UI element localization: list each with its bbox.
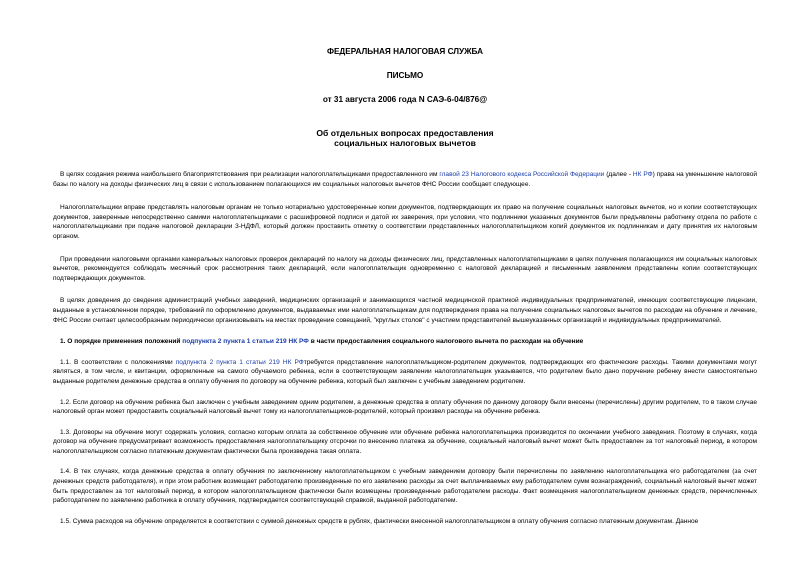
section-1-title-b: в части предоставления социального налогового вычета по расходам на обучение bbox=[308, 338, 584, 346]
subject-line-1: Об отдельных вопросах предоставления bbox=[316, 128, 494, 138]
paragraph-meetings: В целях доведения до сведения администраций учебных заведений, медицинских организаций и занимающихся частной медицинской практикой индивидуальных предпринимателей, имеющих соответствующие лицензии, выданные в установленном порядке, требований по оформлению документов, выдаваемых ими налогоплательщикам для подтверждения права на получение социальных налоговых вычетов по расходам на обучение и лечение, ФНС России считает целесообразным периодически организовывать на местах проведение совещаний, "круглых столов" с участием представителей вышеуказанных организаций и индивидуальных предпринимателей. bbox=[53, 297, 757, 324]
paragraph-1-1 bbox=[53, 358, 757, 387]
paragraph-intro bbox=[53, 170, 757, 189]
intro-text-b: (далее - bbox=[604, 171, 633, 178]
paragraph-1-2: 1.2. Если договор на обучение ребенка был заключен с учебным заведением одним родителем, а денежные средства в оплату обучения по данному договору были внесены (перечислены) другим родителем, то в таком случае налоговый орган может предоставить социальный налоговый вычет тому из налогоплательщиков-родителей, который произвел расходы на обучение ребенка. bbox=[53, 398, 757, 416]
link-nk-rf[interactable]: НК РФ bbox=[632, 171, 653, 178]
paragraph-1-4: 1.4. В тех случаях, когда денежные средства в оплату обучения по заключенному налогоплательщиком с учебным заведением договору были перечислены по заявлению налогоплательщика его работодателем (за счет денежных средств работодателя), и при этом работник возмещает работодателю произведенные по его заявлению расходы за счет выплачиваемых ему работодателем сумм вознаграждений, социальный налоговый вычет может быть предоставлен за тот налоговый период, в котором налогоплательщиком фактически были возмещены произведенные работодателем расходы. Факт возмещения налогоплательщиком денежных средств, перечисленных работодателем по заявлению работника в оплату обучения, подтверждается соответствующей справкой, выданной работодателем. bbox=[53, 468, 757, 505]
document-date-number: от 31 августа 2006 года N САЭ-6-04/876@ bbox=[322, 95, 488, 104]
section-1-title bbox=[53, 337, 757, 347]
paragraph-1-5: 1.5. Сумма расходов на обучение определяется в соответствии с суммой денежных средств в рублях, фактически внесенной налогоплательщиком в оплату обучения согласно платежным документам. Данное bbox=[60, 517, 699, 525]
agency-name: ФЕДЕРАЛЬНАЯ НАЛОГОВАЯ СЛУЖБА bbox=[326, 47, 484, 56]
document-type: ПИСЬМО bbox=[386, 71, 424, 80]
paragraph-1-1-a: 1.1. В соответствии с положениями bbox=[60, 358, 176, 366]
paragraph-1-1-b: требуется представление налогоплательщиком-родителем документов, подтверждающих его фактические расходы. Такими документами могут являться, в том числе, и квитанции, оформленные на самого обучаемого ребенка, если в соответствующем заявлении налогоплательщик указывается, что родителем было дано поручение ребенку внести самостоятельно выданные родителем денежные средства в оплату обучения по договору на обучение ребенка, который был заключен с учебным заведением родителем. bbox=[53, 358, 757, 385]
intro-text-a: В целях создания режима наибольшего благоприятствования при реализации налогоплательщиками предоставленного им bbox=[60, 171, 440, 178]
paragraph-desk-audit: При проведении налоговыми органами камеральных налоговых проверок деклараций по налогу на доходы физических лиц, представленных налогоплательщиками в целях получения полагающихся им социальных налоговых вычетов, рекомендуется соблюдать месячный срок рассмотрения таких деклараций, если налогоплательщик одновременно с налоговой декларацией и письменным заявлением представлены копии соответствующих подтверждающих документов. bbox=[53, 255, 757, 282]
intro-text-c: ) права на уменьшение налоговой базы по налогу на доходы физических лиц в связи с использованием полагающихся им социальных налоговых вычетов ФНС России сообщает следующее. bbox=[53, 171, 757, 188]
link-chapter-23-nk-rf[interactable]: главой 23 Налогового кодекса Российской Федерации bbox=[439, 171, 605, 178]
document-subject bbox=[53, 105, 757, 148]
paragraph-1-3: 1.3. Договоры на обучение могут содержать условия, согласно которым оплата за собственное обучение или обучение ребенка налогоплательщика производится по окончании учебного заведения. Поэтому в случаях, когда договор на обучение предусматривает возможность предоставления налогоплательщику отсрочки по внесению платежа за обучение, социальный налоговый вычет может быть предоставлен за тот налоговый период, в котором налогоплательщиком согласно платежным документам фактически была произведена такая оплата. bbox=[53, 428, 757, 455]
paragraph-copies: Налогоплательщики вправе представлять налоговым органам не только нотариально удостоверенные копии документов, подтверждающих их право на получение социальных налоговых вычетов, но и копии соответствующих документов, заверенные непосредственно самими налогоплательщиками с расшифровкой подписи и датой их заверения, при условии, что подлинники указанных документов были предъявлены работнику отдела по работе с налогоплательщиками при подаче налоговой декларации 3-НДФЛ, который должен проставить отметку о соответствии представленных налогоплательщиком копий документов их подлинникам и дату принятия их налоговым органом. bbox=[53, 204, 757, 240]
subject-line-2: социальных налоговых вычетов bbox=[334, 138, 476, 148]
section-1-title-a: 1. О порядке применения положений bbox=[60, 338, 183, 346]
link-subparagraph-2-article-219[interactable]: подпункта 2 пункта 1 статьи 219 НК РФ bbox=[182, 338, 309, 346]
link-subparagraph-2-article-219-p11[interactable]: подпункта 2 пункта 1 статьи 219 НК РФ bbox=[175, 358, 304, 366]
